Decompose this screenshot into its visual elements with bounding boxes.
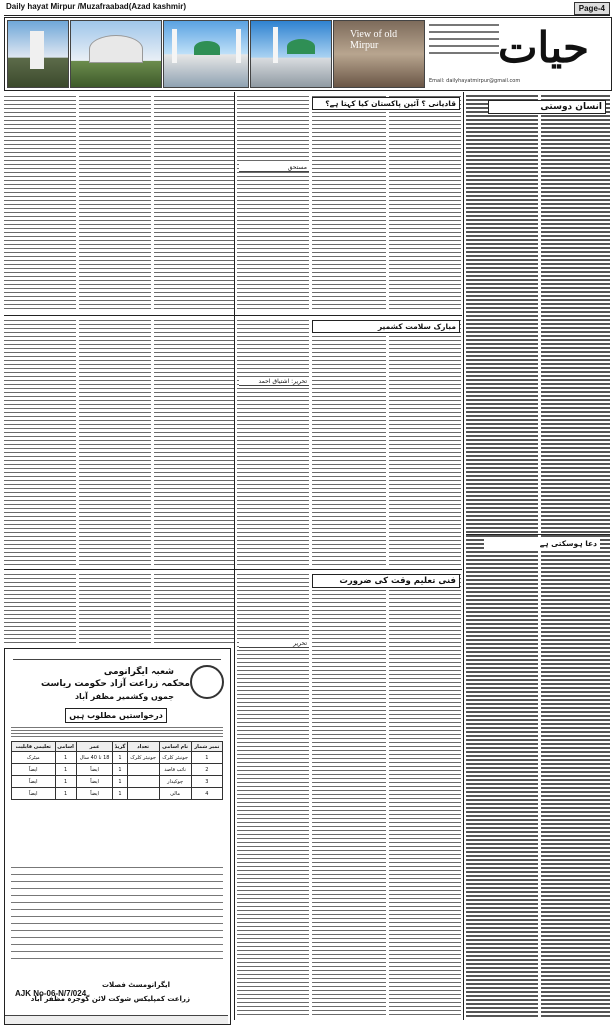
table-cell: 4 [191, 788, 222, 800]
text-column [312, 94, 386, 312]
contact-email: Email: dailyhayatmirpur@gmail.com [429, 78, 521, 84]
text-column [389, 318, 461, 566]
table-cell: ایضاً [12, 764, 56, 776]
text-column [389, 94, 461, 312]
table-cell: 18 تا 40 سال [76, 752, 113, 764]
table-cell: ایضاً [76, 776, 113, 788]
mosque-photo-2 [250, 20, 332, 88]
table-cell: ایضاً [76, 788, 113, 800]
vacancy-table [11, 741, 223, 800]
text-column [4, 94, 76, 312]
table-cell: میٹرک [12, 752, 56, 764]
table-cell: ایضاً [76, 764, 113, 776]
table-cell: 1 [113, 776, 127, 788]
table-cell: 1 [113, 764, 127, 776]
photo-caption: View of old Mirpur [350, 29, 398, 51]
text-column [4, 572, 76, 644]
table-cell: 3 [191, 776, 222, 788]
page-number: Page-4 [574, 2, 610, 15]
section-rule [4, 315, 462, 316]
table-cell: 1 [113, 788, 127, 800]
text-column [154, 318, 234, 566]
text-column [237, 318, 309, 566]
table-cell: جونیئر کلرک [159, 752, 191, 764]
edition-bar [4, 2, 610, 16]
text-column [466, 94, 538, 1019]
column-rule [234, 92, 235, 1020]
ad-banner: درخواستیں مطلوب ہیں [65, 708, 167, 723]
table-header: تعداد [127, 742, 159, 752]
text-column [79, 572, 151, 644]
table-header: نام اسامی [159, 742, 191, 752]
text-column [389, 572, 461, 1017]
headline-insan-dosti: انسان دوستی [488, 100, 606, 114]
table-header: نمبر شمار [191, 742, 222, 752]
ad-signatory-title: ایگرانومسٹ فصلات [101, 981, 170, 989]
text-column [541, 94, 610, 1019]
table-cell: 1 [191, 752, 222, 764]
table-cell [127, 776, 159, 788]
subhead: مستحق [239, 164, 309, 172]
masthead [4, 17, 612, 91]
newspaper-logo: حیات [498, 23, 589, 72]
newspaper-brand [427, 20, 607, 86]
subhead: تحریر [239, 640, 309, 648]
edition-title: Daily hayat Mirpur /Muzafraabad(Azad kashmir) [6, 2, 187, 11]
ad-department: شعبہ ایگرانومی [103, 667, 174, 677]
ad-region: جموں وکشمیر مظفر آباد [74, 692, 174, 701]
byline: تحریر: اشتیاق احمد [239, 378, 309, 386]
government-emblem-icon [190, 665, 224, 699]
text-column [237, 94, 309, 312]
table-cell: 1 [113, 752, 127, 764]
headline-mubarak-salamat: مبارک سلامت کشمیر [312, 320, 460, 333]
text-column [154, 94, 234, 312]
modern-building-photo [70, 20, 162, 88]
ad-header-line [13, 653, 221, 660]
table-row [12, 788, 223, 800]
ad-conditions-text [11, 861, 223, 961]
text-column [79, 94, 151, 312]
table-cell: 1 [55, 788, 76, 800]
table-header: گریڈ [114, 743, 126, 750]
table-cell: ایضاً [12, 776, 56, 788]
table-cell: نائب قاصد [159, 764, 191, 776]
table-row [12, 776, 223, 788]
table-cell: مالی [159, 788, 191, 800]
column-rule [463, 92, 464, 1020]
table-cell: 1 [55, 752, 76, 764]
table-cell [127, 764, 159, 776]
table-cell: ایضاً [12, 788, 56, 800]
table-cell: جونیئر کلرک [127, 752, 159, 764]
text-column [312, 572, 386, 1017]
ad-reference-number: AJK No-06-N/7/024 [15, 989, 87, 998]
table-header: عمر [76, 742, 113, 752]
table-cell: 1 [55, 776, 76, 788]
text-column [154, 572, 234, 644]
monument-photo [7, 20, 69, 88]
table-row [12, 764, 223, 776]
section-rule [466, 534, 610, 535]
table-row [12, 752, 223, 764]
ad-intro-text [11, 725, 223, 737]
ad-ministry: محکمہ زراعت آزاد حکومت ریاست [40, 679, 190, 689]
text-column [312, 318, 386, 566]
section-rule [4, 569, 462, 570]
table-cell: 1 [55, 764, 76, 776]
table-header: اسامی [55, 742, 76, 752]
text-column [4, 318, 76, 566]
job-advertisement [4, 648, 231, 1025]
ad-footer-strip [5, 1015, 228, 1024]
headline-dua: دعا ہوسکتی ہے [484, 538, 600, 549]
headline-fanni-taleem: فنی تعلیم وقت کی ضرورت [312, 574, 460, 588]
table-cell [127, 788, 159, 800]
text-column [237, 572, 309, 1017]
old-mirpur-photo [333, 20, 425, 88]
table-cell: چوکیدار [159, 776, 191, 788]
text-column [79, 318, 151, 566]
ad-signatory-address: زراعت کمپلیکس شوکت لائن گوجرہ مظفر آباد [30, 995, 190, 1003]
mosque-photo-1 [163, 20, 249, 88]
table-cell: 2 [191, 764, 222, 776]
table-header: تعلیمی قابلیت [12, 742, 56, 752]
headline-qadiyani: قادیانی ؟ آئین پاکستان کیا کہتا ہے؟ [312, 97, 460, 110]
